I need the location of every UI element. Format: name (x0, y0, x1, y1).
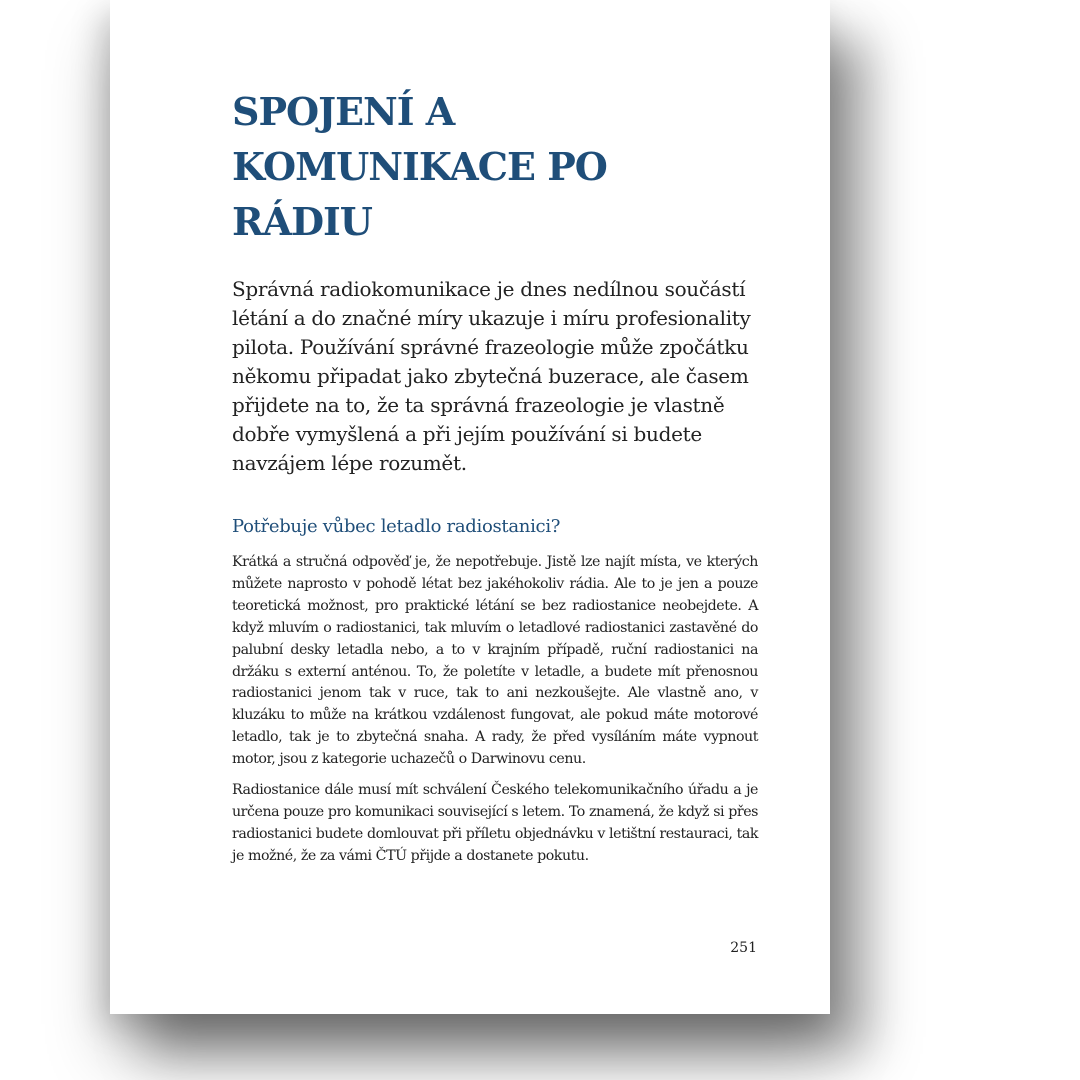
page-number: 251 (730, 940, 757, 956)
page-content (232, 84, 758, 868)
body-paragraph: Radiostanice dále musí mít schválení Českého telekomunikačního úřadu a je určena pouze pro komunikaci související s letem. To znamená, že když si přes radiostanici budete domlouvat při příletu objednávku v letištní restauraci, tak je možné, že za vámi ČTÚ přijde a dostanete pokutu. (232, 782, 758, 864)
body-paragraph: Krátká a stručná odpověď je, že nepotřebuje. Jistě lze najít místa, ve kterých můžete naprosto v pohodě létat bez jakéhokoliv rádia. Ale to je jen a pouze teoretická možnost, pro praktické létání se bez radiostanice neobejdete. A když mluvím o radiostanici, tak mluvím o letadlové radiostanici zastavěné do palubní desky letadla nebo, a to v krajním případě, ruční radiostanici na držáku s externí anténou. To, že poletíte v letadle, a budete mít přenosnou radiostanici jenom tak v ruce, tak to ani nezkoušejte. Ale vlastně ano, v kluzáku to může na krátkou vzdálenost fungovat, ale pokud máte motorové letadlo, tak je to zbytečná snaha. A rady, že před vysíláním máte vypnout motor, jsou z kategorie uchazečů o Darwinovu cenu. (232, 554, 758, 768)
lead-paragraph: Správná radiokomunikace je dnes nedílnou součástí létání a do značné míry ukazuje i míru profesionality pilota. Používání správné frazeologie může zpočátku někomu připadat jako zbytečná buzerace, ale časem přijdete na to, že ta správná frazeologie je vlastně dobře vymyšlená a při jejím používání si budete navzájem lépe rozumět. (232, 277, 751, 475)
section-heading: Potřebuje vůbec letadlo radiostanici? (232, 516, 561, 537)
book-page (110, 0, 830, 1014)
chapter-title: SPOJENÍ A KOMUNIKACE PO RÁDIU (232, 89, 607, 244)
